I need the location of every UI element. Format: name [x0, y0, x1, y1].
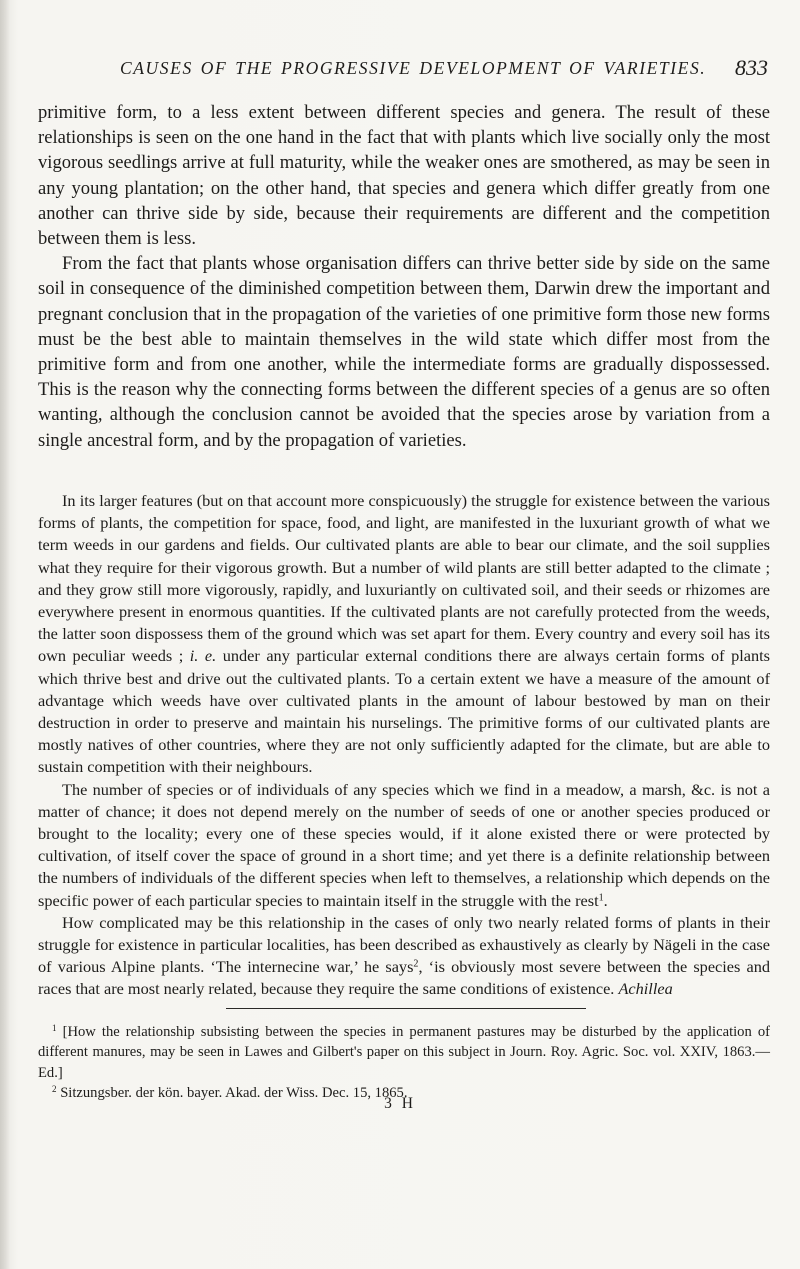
main-body — [38, 100, 770, 453]
small-paragraph-1: In its larger features (but on that account more conspicuously) the struggle for existence between the various forms of plants, the competition for space, food, and light, are manifested in the luxuriant growth of what we term weeds in our gardens and fields. Our cultivated plants are able to bear our climate, and the soil supplies what they require for their vigorous growth. But a number of wild plants are still better adapted to the climate ; and they grow still more vigorously, rapidly, and luxuriantly on cultivated soil, and their seeds or rhizomes are everywhere present in enormous quantities. If the cultivated plants are not carefully protected from the weeds, the latter soon dispossess them of the ground which was set apart for them. Every country and every soil has its own peculiar weeds ; i. e. under any particular external conditions there are always certain forms of plants which thrive best and drive out the cultivated plants. To a certain extent we have a measure of the amount of advantage which weeds have over cultivated plants in the amount of labour bestowed by man on their destruction in order to preserve and maintain his nurselings. The primitive forms of our cultivated plants are mostly natives of other countries, where they are not only sufficiently adapted for the climate, but are able to sustain competition with their neighbours. — [38, 491, 771, 777]
page-number: 833 — [735, 55, 768, 80]
small-paragraph-3: How complicated may be this relationship in the cases of only two nearly related forms of plants in their struggle for existence in particular localities, has been described as exhaustively as clearly by Nägeli in the case of various Alpine plants. ‘The internecine war,’ he says$^2$, ‘is obviously most severe between the species and races that are most nearly related, because they require the same conditions of existence. Achillea — [38, 912, 770, 999]
small-print-section — [38, 490, 770, 1001]
running-title: CAUSES OF THE PROGRESSIVE DEVELOPMENT OF VARIETIES. — [120, 58, 707, 78]
footnote-ref-2[interactable]: 2 — [413, 958, 419, 970]
small-paragraph-2: The number of species or of individuals of any species which we find in a meadow, a marsh, &c. is not a matter of chance; it does not depend merely on the number of seeds of one or another species produced or brought to the locality; every one of these species would, if it alone existed there or were protected by cultivation, of itself cover the space of ground in a short time; and yet there is a definite relationship between the numbers of individuals of the different species when left to themselves, a relationship which depends on the specific power of each particular species to maintain itself in the struggle with the rest$^1$. — [38, 779, 770, 910]
footnote-2: $^2$ Sitzungsber. der kön. bayer. Akad. der Wiss. Dec. 15, 1865. — [52, 1084, 408, 1102]
footnote-marker: 2 — [52, 1084, 57, 1095]
italic-genus: Achillea — [618, 979, 673, 999]
signature-mark: 3 H — [384, 1095, 416, 1112]
footnote-separator — [226, 1008, 586, 1009]
body-paragraph-1: primitive form, to a less extent between different species and genera. The result of these relationships is seen on the one hand in the fact that with plants which live socially only the most vigorous seedlings arrive at full maturity, while the weaker ones are smothered, as may be seen in any young plantation; on the other hand, that species and genera which differ greatly from one another can thrive side by side, because their requirements are different and the competition between them is less. — [38, 102, 770, 250]
running-header — [120, 55, 780, 86]
body-paragraph-2: From the fact that plants whose organisation differs can thrive better side by side on the same soil in consequence of the diminished competition between them, Darwin drew the important and pregnant conclusion that in the propagation of the varieties of one primitive form those new forms must be the best able to maintain themselves in the wild state which differ most from the primitive form and from one another, while the intermediate forms are gradually dispossessed. This is the reason why the connecting forms between the different species of a genus are so often wanting, although the conclusion cannot be avoided that the species arose by variation from a single ancestral form, and by the propagation of varieties. — [38, 253, 770, 451]
footnote-marker: 1 — [52, 1023, 57, 1034]
footnote-1: $^1$ [How the relationship subsisting between the species in permanent pastures may be disturbed by the application of different manures, may be seen in Lawes and Gilbert's paper on this subject in Journ. Roy. Agric. Soc. vol. XXIV, 1863.—Ed.] — [38, 1023, 770, 1081]
ie-abbrev: i. e. — [189, 646, 217, 666]
footnotes — [38, 1022, 770, 1104]
page-edge-shadow — [0, 0, 10, 1269]
footnote-ref-1[interactable]: 1 — [598, 892, 604, 904]
